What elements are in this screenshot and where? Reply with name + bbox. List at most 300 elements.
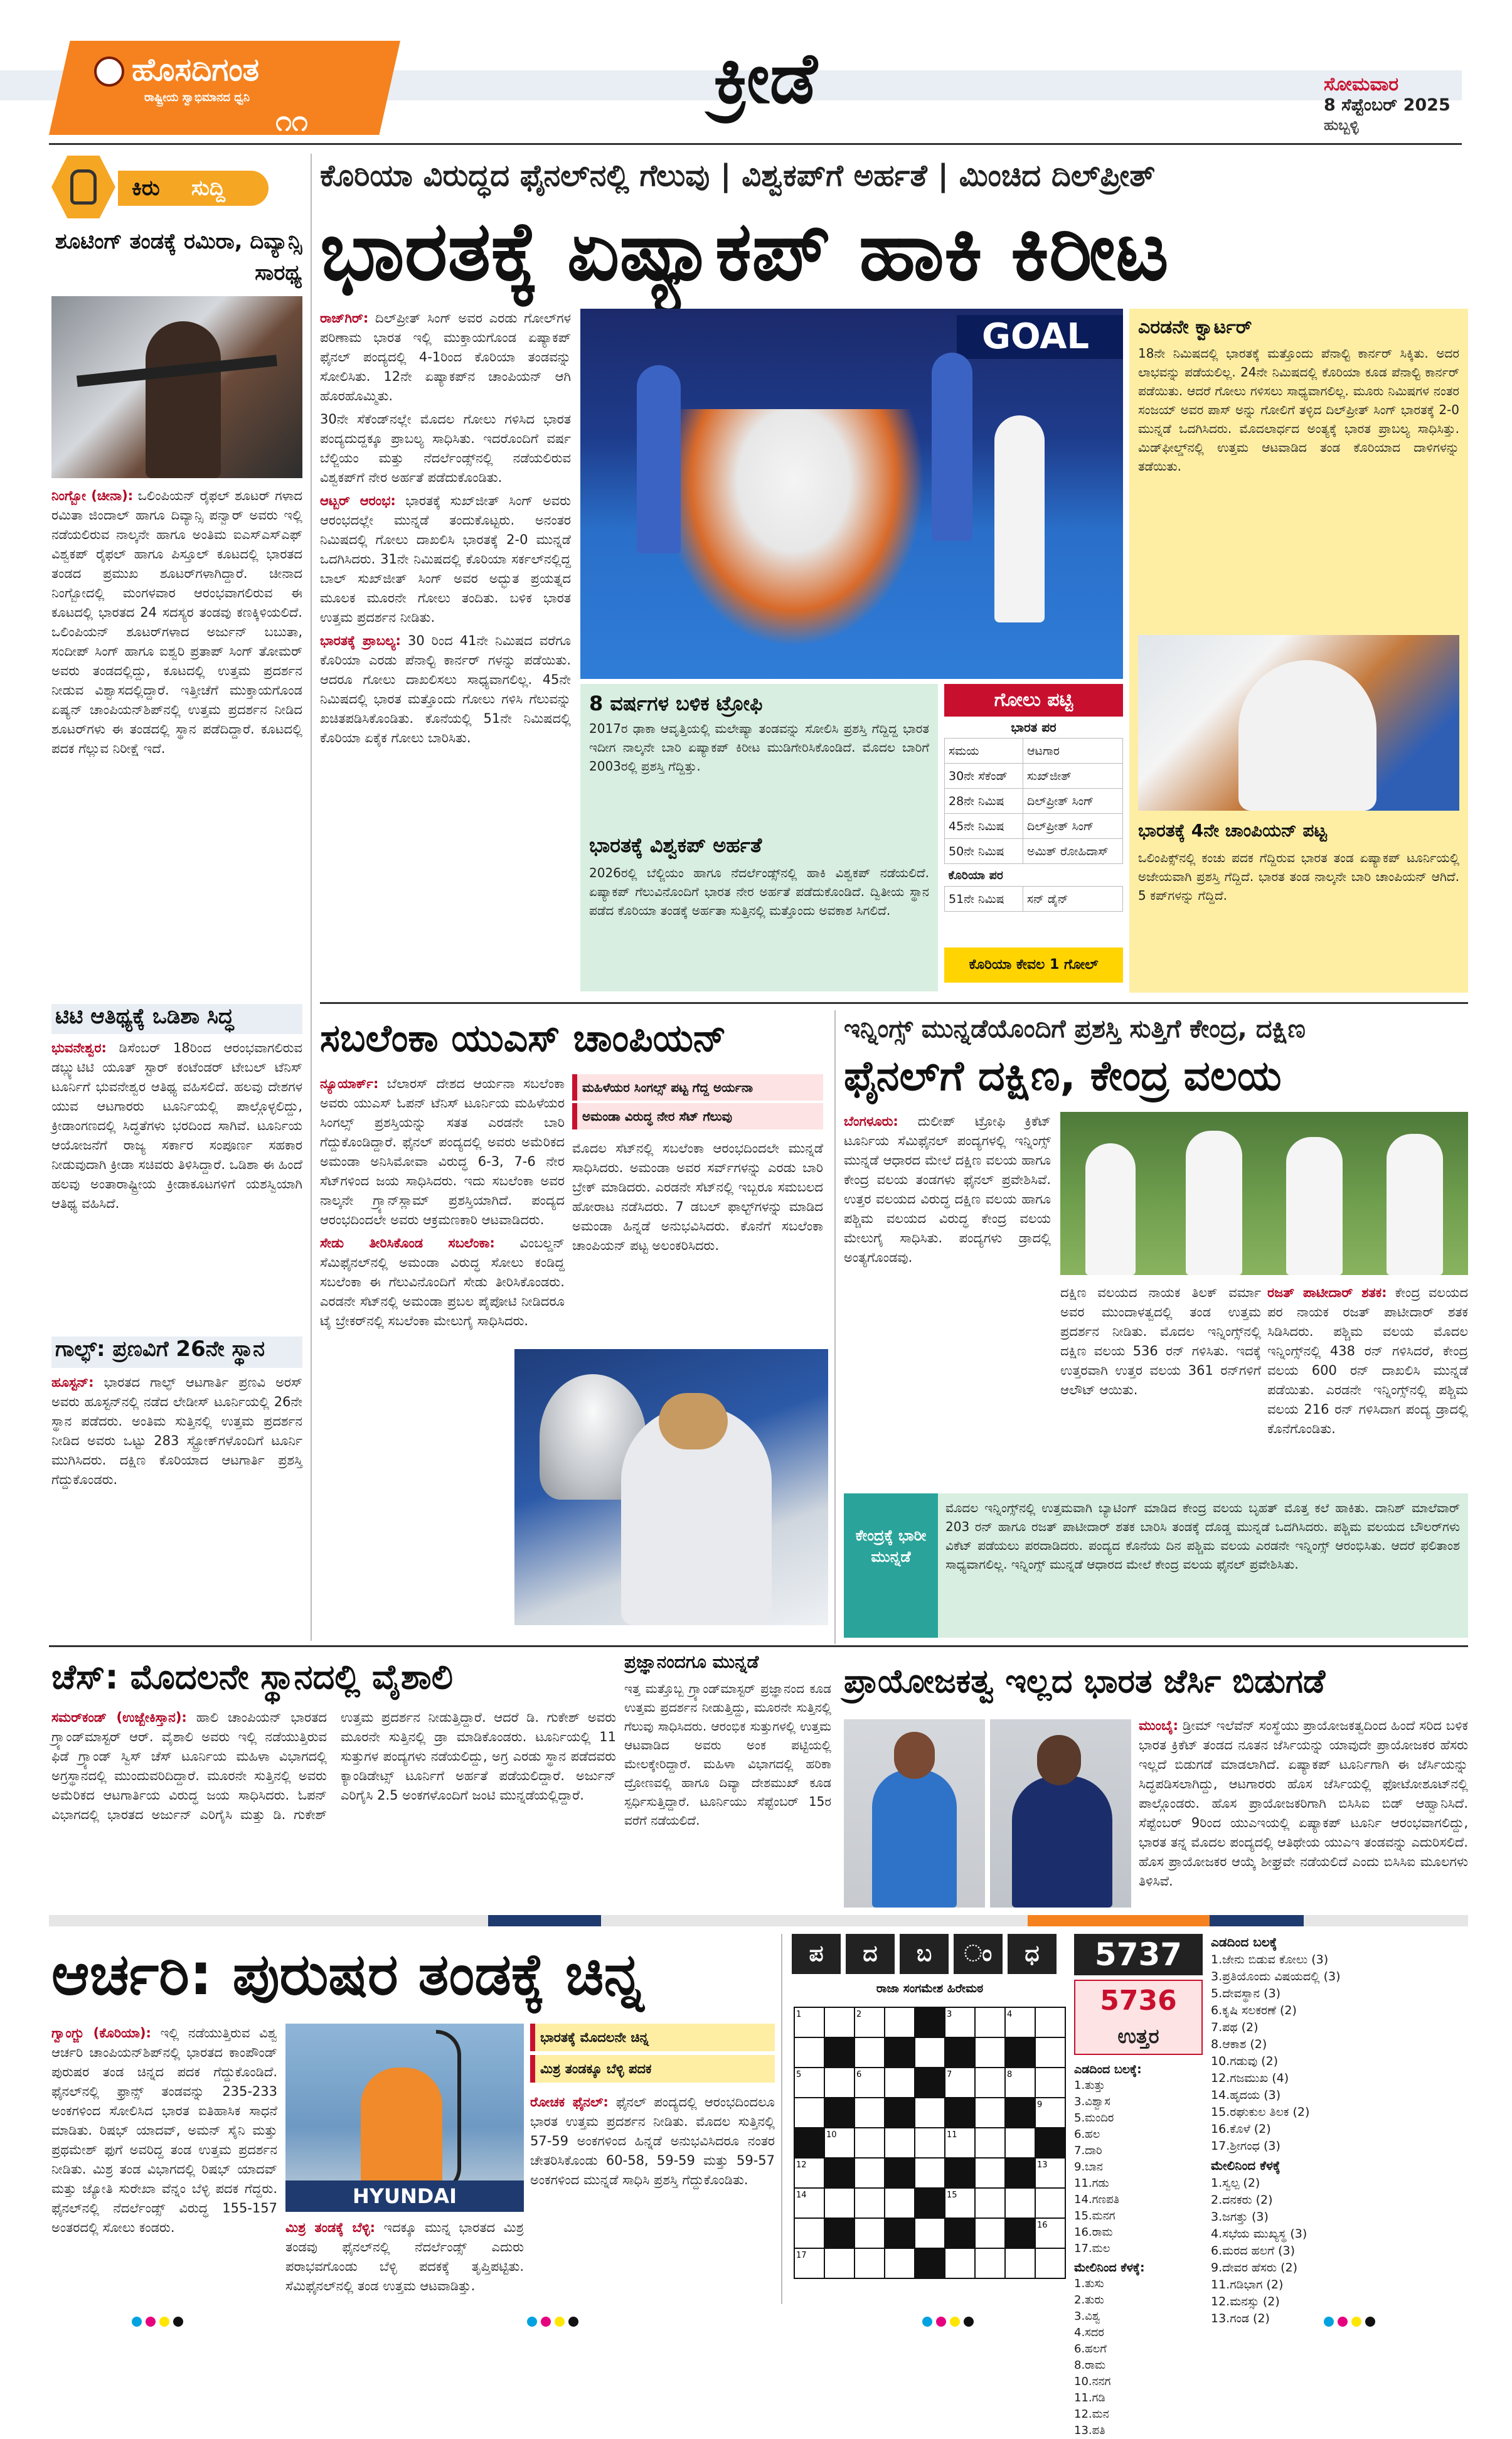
- archery-sub-text: ಫೈನಲ್ ಪಂದ್ಯದಲ್ಲಿ ಆರಂಭದಿಂದಲೂ ಭಾರತ ಉತ್ತಮ ಪ್ರದರ್ಶನ ನೀಡಿತು. ಮೊದಲ ಸುತ್ತಿನಲ್ಲಿ 57-59 ಅಂಕಗಳಿಂದ ಹಿನ್ನಡೆ ಅನುಭವಿಸಿದರೂ ನಂತರ ಚೇತರಿಸಿಕೊಂಡು 60-58, 59-59 ಮತ್ತು 59-57 ಅಂಕಗಳಿಂದ ಮುನ್ನಡೆ ಸಾಧಿಸಿ ಪ್ರಶಸ್ತಿ ಗೆದ್ದುಕೊಂಡಿತು.: [530, 2095, 775, 2187]
- prev-answer-box: [1074, 1980, 1203, 2055]
- sabalenka-tag-2: ಅಮಂಡಾ ವಿರುದ್ಧ ನೇರ ಸೆಟ್ ಗೆಲುವು: [572, 1103, 823, 1129]
- duleep-col-3: [1267, 1283, 1468, 1484]
- cmyk-dot-black: [173, 2317, 183, 2327]
- crossword-cell: [1035, 2188, 1065, 2218]
- duleep-para-3: ಕೇಂದ್ರ ವಲಯದ ಪರ ನಾಯಕ ರಜತ್ ಪಾಟೀದಾರ್ ಶತಕ ಸಿಡಿಸಿದರು. ಪಶ್ಚಿಮ ವಲಯ ಮೊದಲ ಇನ್ನಿಂಗ್ಸ್‌ನಲ್ಲಿ 438 ರನ್ ಗಳಿಸಿದರೆ, ಕೇಂದ್ರ ವಲಯ 600 ರನ್ ದಾಖಲಿಸಿ ಮುನ್ನಡೆ ಪಡೆಯಿತು. ಎರಡನೇ ಇನ್ನಿಂಗ್ಸ್‌ನಲ್ಲಿ ಪಶ್ಚಿಮ ವಲಯ 216 ರನ್ ಗಳಿಸಿದಾಗ ಪಂದ್ಯ ಡ್ರಾದಲ್ಲಿ ಕೊನೆಗೊಂಡಿತು.: [1267, 1285, 1468, 1436]
- issue-city: ಹುಬ್ಬಳ್ಳಿ: [1324, 117, 1359, 134]
- goal-table-box: [944, 684, 1123, 991]
- crossword-block: [915, 2188, 945, 2218]
- prev-answer-item: 6.ಹಲ: [1074, 2128, 1100, 2141]
- jersey-dateline: ಮುಂಬೈ:: [1139, 1718, 1179, 1733]
- prev-answers: [1074, 2061, 1203, 2437]
- hockey-bottom-rule: [320, 1002, 1468, 1004]
- crossword-block: [824, 2037, 854, 2068]
- crossword-cell: [1035, 2248, 1065, 2278]
- cmyk-dot-yellow: [1351, 2317, 1361, 2327]
- prev-answer-item: 4.ಸದರ: [1074, 2326, 1104, 2339]
- goal-banner-text: GOAL: [982, 316, 1090, 357]
- prev-answer-label: ಉತ್ತರ: [1117, 2024, 1159, 2048]
- goal-table-head-player: ಆಟಗಾರ: [1023, 739, 1123, 764]
- crossword-number: 3: [947, 2010, 952, 2019]
- duleep-headline: ಫೈನಲ್‌ಗೆ ದಕ್ಷಿಣ, ಕೇಂದ್ರ ವಲಯ: [844, 1052, 1282, 1100]
- brand-subtitle: ರಾಷ್ಟ್ರೀಯ ಸ್ವಾಭಿಮಾನದ ಧ್ವನಿ: [144, 91, 250, 104]
- sabalenka-dateline: ನ್ಯೂಯಾರ್ಕ್:: [320, 1076, 379, 1091]
- crossword-cell: [1035, 2037, 1065, 2068]
- page-number: ೧೧: [275, 104, 308, 137]
- goal-row-player: ಸನ್ ಡೈನ್: [1023, 887, 1123, 912]
- cmyk-dot-magenta: [541, 2317, 551, 2327]
- crossword-cell: [854, 2098, 885, 2128]
- prev-answer-item: 14.ಗಣಪತಿ: [1074, 2193, 1120, 2206]
- trophy-text: 2017ರ ಢಾಕಾ ಆವೃತ್ತಿಯಲ್ಲಿ ಮಲೇಷ್ಯಾ ತಂಡವನ್ನು ಸೋಲಿಸಿ ಪ್ರಶಸ್ತಿ ಗೆದ್ದಿದ್ದ ಭಾರತ ಇದೀಗ ನಾಲ್ಕನೇ ಬಾರಿ ಏಷ್ಯಾಕಪ್ ಕಿರೀಟ ಮುಡಿಗೇರಿಸಿಕೊಂಡಿದೆ. ಮೊದಲ ಬಾರಿಗೆ 2003ರಲ್ಲಿ ಪ್ರಶಸ್ತಿ ಗೆದ್ದಿತ್ತು.: [589, 721, 929, 774]
- puzzle-title: [792, 1934, 1068, 1974]
- duleep-para-1: ದುಲೀಪ್ ಟ್ರೋಫಿ ಕ್ರಿಕೆಟ್ ಟೂರ್ನಿಯ ಸೆಮಿಫೈನಲ್ ಪಂದ್ಯಗಳಲ್ಲಿ ಇನ್ನಿಂಗ್ಸ್ ಮುನ್ನಡೆ ಆಧಾರದ ಮೇಲೆ ದಕ್ಷಿಣ ವಲಯ ಹಾಗೂ ಕೇಂದ್ರ ವಲಯ ತಂಡಗಳು ಫೈನಲ್ ಪ್ರವೇಶಿಸಿವೆ. ಉತ್ತರ ವಲಯದ ವಿರುದ್ಧ ದಕ್ಷಿಣ ವಲಯ ಹಾಗೂ ಪಶ್ಚಿಮ ವಲಯದ ವಿರುದ್ಧ ಕೇಂದ್ರ ವಲಯ ಮೇಲುಗೈ ಸಾಧಿಸಿತು. ಪಂದ್ಯಗಳು ಡ್ರಾದಲ್ಲಿ ಅಂತ್ಯಗೊಂಡವು.: [844, 1114, 1051, 1265]
- crossword-number: 2: [856, 2010, 862, 2019]
- prev-answer-item: 11.ಗಡಿ: [1074, 2391, 1105, 2404]
- clue-item: 1.ಸ್ವಲ್ಪ (2): [1211, 2176, 1260, 2190]
- crossword-number: 12: [796, 2160, 807, 2170]
- masthead: [0, 0, 1512, 144]
- puzzle-title-letter: ಂ: [954, 1934, 1003, 1974]
- chess-headline: ಚೆಸ್: ಮೊದಲನೇ ಸ್ಥಾನದಲ್ಲಿ ವೈಶಾಲಿ: [51, 1657, 453, 1697]
- archery-mix-subhead: ಮಿಶ್ರ ತಂಡಕ್ಕೆ ಬೆಳ್ಳಿ:: [285, 2220, 376, 2235]
- prev-answer-item: 1.ತುತ್ತು: [1074, 2079, 1105, 2092]
- crossword-block: [945, 2098, 975, 2128]
- clue-item: 17.ಶ್ರೀಗಂಧ (3): [1211, 2139, 1280, 2153]
- kiru-heading: ಶೂಟಿಂಗ್ ತಂಡಕ್ಕೆ ರಮಿರಾ, ದಿವ್ಯಾನ್ಸಿ ಸಾರಥ್ಯ: [55, 229, 302, 286]
- prev-answer-item: 8.ರಾಮ: [1074, 2359, 1106, 2372]
- clue-item: 11.ಗಡಿಭಾಗ (2): [1211, 2278, 1284, 2292]
- puzzle-credit: ರಾಜಾ ಸಂಗಮೇಶ ಹಿರೇಮಠ: [876, 1982, 984, 1995]
- crossword-cell: [885, 2007, 915, 2037]
- cmyk-dot-yellow: [555, 2317, 565, 2327]
- prev-answer-item: 12.ಮನ: [1074, 2408, 1109, 2421]
- puzzle-title-letter: ಧ: [1008, 1934, 1057, 1974]
- hockey-para-2: 30ನೇ ಸೆಕೆಂಡ್‌ನಲ್ಲೇ ಮೊದಲ ಗೋಲು ಗಳಿಸಿದ ಭಾರತ ಪಂದ್ಯದುದ್ದಕ್ಕೂ ಪ್ರಾಬಲ್ಯ ಸಾಧಿಸಿತು. ಇದರೊಂದಿಗೆ ವರ್ಷ ಬೆಲ್ಜಿಯಂ ಮತ್ತು ನೆದರ್ಲೆಂಡ್ಸ್‌ನಲ್ಲಿ ನಡೆಯಲಿರುವ ವಿಶ್ವಕಪ್‌ಗೆ ನೇರ ಅರ್ಹತೆ ಪಡೆದುಕೊಂಡಿತು.: [320, 412, 571, 485]
- sabalenka-para-1: ಬೆಲಾರಸ್ ದೇಶದ ಆರ್ಯನಾ ಸಬಲೆಂಕಾ ಅವರು ಯುಎಸ್ ಓಪನ್ ಟೆನಿಸ್ ಟೂರ್ನಿಯ ಮಹಿಳೆಯರ ಸಿಂಗಲ್ಸ್ ಪ್ರಶಸ್ತಿಯನ್ನು ಸತತ ಎರಡನೇ ಬಾರಿ ಗೆದ್ದುಕೊಂಡಿದ್ದಾರೆ. ಫೈನಲ್ ಪಂದ್ಯದಲ್ಲಿ ಅವರು ಅಮೆರಿಕದ ಅಮಂಡಾ ಅನಿಸಿಮೋವಾ ವಿರುದ್ಧ 6-3, 7-6 ನೇರ ಸೆಟ್‌ಗಳಿಂದ ಜಯ ಸಾಧಿಸಿದರು. ಇದು ಸಬಲೆಂಕಾ ಅವರ ನಾಲ್ಕನೇ ಗ್ರ್ಯಾನ್‌ಸ್ಲಾಮ್ ಪ್ರಶಸ್ತಿಯಾಗಿದೆ. ಪಂದ್ಯದ ಆರಂಭದಿಂದಲೇ ಅವರು ಆಕ್ರಮಣಕಾರಿ ಆಟವಾಡಿದರು.: [320, 1076, 565, 1227]
- archery-tag-1: ಭಾರತಕ್ಕೆ ಮೊದಲನೇ ಚಿನ್ನ: [530, 2024, 775, 2051]
- jersey-player-1: [872, 1769, 957, 1908]
- hand-icon: [70, 169, 97, 205]
- hockey-body: [320, 309, 571, 993]
- clue-item: 16.ಕೊಳೆ (2): [1211, 2122, 1271, 2136]
- goal-row-player: ದಿಲ್‌ಪ್ರೀತ್ ಸಿಂಗ್: [1023, 789, 1123, 814]
- quarter-box: [1129, 309, 1468, 993]
- kiru-label-b: ಸುದ್ದಿ: [191, 176, 225, 201]
- fourth-text: ಒಲಿಂಪಿಕ್ಸ್‌ನಲ್ಲಿ ಕಂಚು ಪದಕ ಗೆದ್ದಿರುವ ಭಾರತ ತಂಡ ಏಷ್ಯಾಕಪ್ ಟೂರ್ನಿಯಲ್ಲಿ ಅಜೇಯವಾಗಿ ಪ್ರಶಸ್ತಿ ಗೆದ್ದಿದೆ. ಭಾರತ ತಂಡ ನಾಲ್ಕನೇ ಬಾರಿ ಚಾಂಪಿಯನ್ ಆಗಿದೆ. 5 ಕಪ್‌ಗಳನ್ನು ಗೆದ್ದಿದೆ.: [1138, 850, 1459, 903]
- issue-date: 8 ಸೆಪ್ಟೆಂಬರ್ 2025: [1324, 95, 1451, 115]
- clue-item: 2.ದನಕರು (2): [1211, 2193, 1273, 2207]
- crossword-cell: [975, 2128, 1005, 2158]
- chess-side-heading: ಪ್ರಜ್ಞಾನಂದಗೂ ಮುನ್ನಡೆ: [624, 1652, 759, 1672]
- section-bar: [49, 1915, 1468, 1926]
- cmyk-dot-cyan: [132, 2317, 142, 2327]
- prev-answer-item: 11.ಗಡು: [1074, 2177, 1109, 2190]
- crossword-number: 15: [947, 2191, 957, 2200]
- sabalenka-divider: [834, 1010, 836, 1644]
- crossword-number: 16: [1037, 2221, 1048, 2230]
- crossword-block: [945, 2037, 975, 2068]
- duleep-subhead: ರಜತ್ ಪಾಟೀದಾರ್ ಶತಕ:: [1267, 1285, 1387, 1300]
- crossword-cell: [854, 2158, 885, 2188]
- goal-row-time: 28ನೇ ನಿಮಿಷ: [945, 789, 1023, 814]
- crossword-cell: [975, 2068, 1005, 2098]
- crossword-block: [1005, 2158, 1035, 2188]
- goal-row-player: ಅಮಿತ್ ರೋಹಿದಾಸ್: [1023, 839, 1123, 864]
- clue-item: 1.ಜೇನು ಬಿಡುವ ಕೋಲು (3): [1211, 1953, 1329, 1967]
- jersey-head-2: [1037, 1735, 1081, 1785]
- shooter-figure: [146, 321, 221, 478]
- archery-subhead: ರೋಚಕ ಫೈನಲ್:: [530, 2095, 609, 2110]
- crossword-number: 10: [826, 2130, 837, 2140]
- archery-dateline: ಗ್ವಾಂಗ್ಜು (ಕೊರಿಯಾ):: [51, 2025, 151, 2041]
- crossword-number: 8: [1007, 2070, 1013, 2079]
- crossword-number: 14: [796, 2191, 807, 2200]
- cmyk-dot-magenta: [1338, 2317, 1348, 2327]
- cmyk-dot-magenta: [936, 2317, 946, 2327]
- kiru-text: ಒಲಿಂಪಿಯನ್ ರೈಫಲ್ ಶೂಟರ್ ಗಳಾದ ರಮಿತಾ ಜಿಂದಾಲ್ ಹಾಗೂ ದಿವ್ಯಾನ್ಸಿ ಪನ್ವಾರ್ ಅವರು ಇಲ್ಲಿ ನಡೆಯಲಿರುವ ನಾಲ್ಕನೇ ಹಾಗೂ ಅಂತಿಮ ಐಎಸ್‌ಎಸ್‌ಎಫ್ ವಿಶ್ವಕಪ್ ರೈಫಲ್ ಹಾಗೂ ಪಿಸ್ತೂಲ್ ಕೂಟದಲ್ಲಿ ಭಾರತದ ತಂಡದ ಪ್ರಮುಖ ಶೂಟರ್‌ಗಳಾಗಿದ್ದಾರೆ. ಚೀನಾದ ನಿಂಗ್ಬೋದಲ್ಲಿ ಮಂಗಳವಾರ ಆರಂಭವಾಗಲಿರುವ ಈ ಕೂಟದಲ್ಲಿ ಭಾರತದ 24 ಸದಸ್ಯರ ತಂಡವು ಕಣಕ್ಕಿಳಿಯಲಿದೆ. ಒಲಿಂಪಿಯನ್ ಶೂಟರ್‌ಗಳಾದ ಅರ್ಜುನ್ ಬಬುತಾ, ಸಂದೀಪ್ ಸಿಂಗ್ ಹಾಗೂ ಐಶ್ವರಿ ಪ್ರತಾಪ್ ಸಿಂಗ್ ತೋಮರ್ ಅವರು ತಂಡದಲ್ಲಿದ್ದು, ಕೂಟದಲ್ಲಿ ಉತ್ತಮ ಪ್ರದರ್ಶನ ನೀಡುವ ವಿಶ್ವಾಸದಲ್ಲಿದ್ದಾರೆ. ಇತ್ತೀಚೆಗೆ ಮುಕ್ತಾಯಗೊಂಡ ಏಷ್ಯನ್ ಚಾಂಪಿಯನ್‌ಶಿಪ್‌ನಲ್ಲಿ ಉತ್ತಮ ಪ್ರದರ್ಶನ ನೀಡಿದ ಶೂಟರ್‌ಗಳು ಈ ತಂಡದಲ್ಲಿ ಸ್ಥಾನ ಪಡೆದಿದ್ದಾರೆ. ಕೂಟದಲ್ಲಿ ಪದಕ ಗೆಲ್ಲುವ ನಿರೀಕ್ಷೆ ಇದೆ.: [51, 488, 302, 756]
- crossword-number: 1: [796, 2010, 802, 2019]
- chess-body: [51, 1708, 616, 1909]
- prev-answer-item: 10.ನನಗ: [1074, 2375, 1111, 2388]
- crossword-cell: [854, 2218, 885, 2248]
- duleep-kicker: ಇನ್ನಿಂಗ್ಸ್ ಮುನ್ನಡೆಯೊಂದಿಗೆ ಪ್ರಶಸ್ತಿ ಸುತ್ತಿಗೆ ಕೇಂದ್ರ, ದಕ್ಷಿಣ: [844, 1015, 1306, 1043]
- issue-day: ಸೋಮವಾರ: [1324, 73, 1399, 95]
- bow-shape: [436, 2030, 461, 2193]
- jersey-headline: ಪ್ರಾಯೋಜಕತ್ವ ಇಲ್ಲದ ಭಾರತ ಜೆರ್ಸಿ ಬಿಡುಗಡೆ: [844, 1663, 1326, 1700]
- cricket-photo: [1060, 1112, 1468, 1275]
- chess-dateline: ಸಮರ್‌ಕಂಡ್ (ಉಜ್ಬೇಕಿಸ್ತಾನ):: [51, 1710, 187, 1725]
- puzzle-title-letter: ದ: [846, 1934, 895, 1974]
- sabalenka-headline: ಸಬಲೆಂಕಾ ಯುಎಸ್ ಚಾಂಪಿಯನ್: [320, 1017, 727, 1060]
- duleep-col-2: [1060, 1283, 1261, 1484]
- prev-answer-item: 5.ಮಂದಿರ: [1074, 2111, 1114, 2125]
- crossword-cell: [854, 2188, 885, 2218]
- prev-down-list: [1074, 2276, 1203, 2439]
- hockey-photo: [580, 309, 1123, 679]
- clue-item: 7.ಪಥ (2): [1211, 2020, 1259, 2034]
- sabalenka-photo: [514, 1349, 828, 1625]
- goal-row-player: ದಿಲ್‌ಪ್ರೀತ್ ಸಿಂಗ್: [1023, 814, 1123, 839]
- duleep-box: [844, 1493, 1468, 1638]
- sabalenka-col-2: [572, 1139, 823, 1340]
- crossword-cell: [854, 2128, 885, 2158]
- trophy-heading: 8 ವರ್ಷಗಳ ಬಳಿಕ ಟ್ರೋಫಿ: [589, 691, 763, 715]
- hockey-subhead-1: ಆಟ್ಬರ್ ಆರಂಭ:: [320, 493, 396, 508]
- crossword-cell: [824, 2068, 854, 2098]
- clue-item: 9.ದೇವರ ಹೆಸರು (2): [1211, 2261, 1297, 2275]
- brand-name: ಹೊಸದಿಗಂತ: [132, 51, 260, 88]
- prev-puzzle-number: 5736: [1100, 1985, 1177, 2017]
- players-group: [662, 409, 925, 648]
- crossword-cell: [975, 2007, 1005, 2037]
- prev-answer-item: 7.ದಾರಿ: [1074, 2144, 1102, 2157]
- crossword-cell: [824, 2188, 854, 2218]
- player-blue-2: [932, 353, 972, 541]
- crossword-cell: [854, 2248, 885, 2278]
- crossword-cell: [915, 2037, 945, 2068]
- duleep-box-text: ಮೊದಲ ಇನ್ನಿಂಗ್ಸ್‌ನಲ್ಲಿ ಉತ್ತಮವಾಗಿ ಬ್ಯಾಟಿಂಗ್ ಮಾಡಿದ ಕೇಂದ್ರ ವಲಯ ಬೃಹತ್ ಮೊತ್ತ ಕಲೆ ಹಾಕಿತು. ದಾನಿಶ್ ಮಾಲೆವಾರ್ 203 ರನ್ ಹಾಗೂ ರಜತ್ ಪಾಟೀದಾರ್ ಶತಕ ಬಾರಿಸಿ ತಂಡಕ್ಕೆ ದೊಡ್ಡ ಮುನ್ನಡೆ ಒದಗಿಸಿದರು. ಪಶ್ಚಿಮ ವಲಯದ ಬೌಲರ್‌ಗಳು ವಿಕೆಟ್ ಪಡೆಯಲು ಪರದಾಡಿದರು. ಪಂದ್ಯದ ಕೊನೆಯ ದಿನ ಪಶ್ಚಿಮ ವಲಯ ಎರಡನೇ ಇನ್ನಿಂಗ್ಸ್ ಆರಂಭಿಸಿತು. ಆದರೆ ಫಲಿತಾಂಶ ಸಾಧ್ಯವಾಗಲಿಲ್ಲ. ಇನ್ನಿಂಗ್ಸ್ ಮುನ್ನಡೆ ಆಧಾರದ ಮೇಲೆ ಕೇಂದ್ರ ವಲಯ ಫೈನಲ್ ಪ್ರವೇಶಿಸಿತು.: [945, 1500, 1460, 1572]
- clue-item: 13.ಗಂಡ (2): [1211, 2312, 1270, 2325]
- tt-dateline: ಭುವನೇಶ್ವರ:: [51, 1040, 107, 1055]
- prev-answer-item: 3.ವಿಶ್ವ: [1074, 2310, 1100, 2323]
- crossword-block: [885, 2098, 915, 2128]
- crossword-number: 13: [1037, 2160, 1048, 2170]
- crossword-block: [1035, 2128, 1065, 2158]
- clue-item: 6.ಕೃಷಿ ಸಲಕರಣೆ (2): [1211, 2004, 1297, 2017]
- crossword-cell: [824, 2248, 854, 2278]
- kiru-label-a: ಕಿರು: [132, 176, 160, 201]
- sabalenka-tags: [572, 1074, 823, 1131]
- golf-dateline: ಹೂಸ್ಟನ್:: [51, 1375, 94, 1390]
- clue-item: 8.ಆಕಾಶ (2): [1211, 2037, 1267, 2051]
- prev-across-list: [1074, 2078, 1203, 2257]
- sabalenka-tag-1: ಮಹಿಳೆಯರ ಸಿಂಗಲ್ಸ್ ಪಟ್ಟ ಗೆದ್ದ ಅರ್ಯನಾ: [572, 1074, 823, 1101]
- crossword-number: 11: [947, 2130, 957, 2140]
- clue-item: 6.ಮರದ ಹಲಗೆ (3): [1211, 2244, 1296, 2258]
- crossword-cell: [885, 2188, 915, 2218]
- crossword-cell: [885, 2068, 915, 2098]
- worldcup-heading: ಭಾರತಕ್ಕೆ ವಿಶ್ವಕಪ್ ಅರ್ಹತೆ: [589, 833, 762, 857]
- archery-headline: ಆರ್ಚರಿ: ಪುರುಷರ ತಂಡಕ್ಕೆ ಚಿನ್ನ: [51, 1941, 644, 2008]
- brand-logo-icon: [94, 56, 124, 87]
- puzzle-title-letter: ಪ: [792, 1934, 841, 1974]
- prev-answer-item: 1.ತುಸು: [1074, 2277, 1104, 2290]
- goal-table-head-time: ಸಮಯ: [945, 739, 1023, 764]
- clues-down-title: ಮೇಲಿನಿಂದ ಕೆಳಕ್ಕೆ: [1211, 2158, 1280, 2173]
- cmyk-dot-yellow: [950, 2317, 960, 2327]
- prev-answer-item: 2.ತುರು: [1074, 2293, 1104, 2307]
- crossword-cell: [945, 2248, 975, 2278]
- tt-body: [51, 1038, 302, 1327]
- crossword-cell: [824, 2007, 854, 2037]
- hockey-subhead-2: ಭಾರತಕ್ಕೆ ಪ್ರಾಬಲ್ಯ:: [320, 633, 401, 648]
- chess-side-text: ಇತ್ತ ಮತ್ತೊಬ್ಬ ಗ್ರ್ಯಾಂಡ್‌ಮಾಸ್ಟರ್ ಪ್ರಜ್ಞಾನಂದ ಕೂಡ ಉತ್ತಮ ಪ್ರದರ್ಶನ ನೀಡುತ್ತಿದ್ದು, ಮೂರನೇ ಸುತ್ತಿನಲ್ಲಿ ಗೆಲುವು ಸಾಧಿಸಿದರು. ಆರಂಭಿಕ ಸುತ್ತುಗಳಲ್ಲಿ ಉತ್ತಮ ಆಟವಾಡಿದ ಅವರು ಅಂಕ ಪಟ್ಟಿಯಲ್ಲಿ ಮೇಲಕ್ಕೇರಿದ್ದಾರೆ. ಮಹಿಳಾ ವಿಭಾಗದಲ್ಲಿ ಹರಿಕಾ ದ್ರೋಣವಲ್ಲಿ ಹಾಗೂ ದಿವ್ಯಾ ದೇಶಮುಖ್ ಕೂಡ ಸ್ಪರ್ಧಿಸುತ್ತಿದ್ದಾರೆ. ಟೂರ್ನಿಯು ಸೆಪ್ಟೆಂಬರ್ 15ರ ವರೆಗೆ ನಡೆಯಲಿದೆ.: [624, 1681, 831, 1828]
- tt-text: ಡಿಸೆಂಬರ್ 18ರಿಂದ ಆರಂಭವಾಗಲಿರುವ ಡಬ್ಲ್ಯುಟಿಟಿ ಯೂತ್ ಸ್ಟಾರ್ ಕಂಟೆಂಡರ್ ಟೇಬಲ್ ಟೆನಿಸ್ ಟೂರ್ನಿಗೆ ಭುವನೇಶ್ವರ ಆತಿಥ್ಯ ವಹಿಸಲಿದೆ. ಹಲವು ದೇಶಗಳ ಯುವ ಆಟಗಾರರು ಟೂರ್ನಿಯಲ್ಲಿ ಪಾಲ್ಗೊಳ್ಳಲಿದ್ದು, ಕ್ರೀಡಾಂಗಣದಲ್ಲಿ ಸಿದ್ಧತೆಗಳು ಭರದಿಂದ ಸಾಗಿವೆ. ಟೂರ್ನಿಯ ಆಯೋಜನೆಗೆ ರಾಜ್ಯ ಸರ್ಕಾರ ಸಂಪೂರ್ಣ ಸಹಕಾರ ನೀಡುವುದಾಗಿ ಕ್ರೀಡಾ ಸಚಿವರು ತಿಳಿಸಿದ್ದಾರೆ. ಒಡಿಶಾ ಈ ಹಿಂದೆ ಹಲವು ಅಂತಾರಾಷ್ಟ್ರೀಯ ಕ್ರೀಡಾಕೂಟಗಳಿಗೆ ಯಶಸ್ವಿಯಾಗಿ ಆತಿಥ್ಯ ವಹಿಸಿದೆ.: [51, 1040, 302, 1211]
- cmyk-dot-black: [568, 2317, 578, 2327]
- crossword-cell: [975, 2037, 1005, 2068]
- cmyk-dot-magenta: [146, 2317, 156, 2327]
- cricketer-3: [1286, 1137, 1343, 1275]
- players-embrace: [1238, 660, 1376, 811]
- crossword-cell: [1005, 2188, 1035, 2218]
- goal-table-title: ಗೋಲು ಪಟ್ಟಿ: [944, 684, 1123, 717]
- crossword-number: 5: [796, 2070, 802, 2079]
- crossword-cell: [915, 2128, 945, 2158]
- tt-heading: ಟಿಟಿ ಆತಿಥ್ಯಕ್ಕೆ ಒಡಿಶಾ ಸಿದ್ಧ: [51, 1004, 302, 1034]
- jersey-head-1: [894, 1732, 935, 1779]
- section-title: ಕ್ರೀಡೆ: [713, 38, 817, 119]
- goal-table-team-b: ಕೊರಿಯಾ ಪರ: [948, 868, 1003, 882]
- prev-answer-item: 15.ಮನಗ: [1074, 2209, 1115, 2223]
- prev-down-title: ಮೇಲಿನಿಂದ ಕೆಳಕ್ಕೆ:: [1074, 2261, 1145, 2275]
- archery-photo-banner: HYUNDAI: [285, 2180, 524, 2212]
- duleep-col-1: [844, 1112, 1051, 1476]
- sabalenka-para-2: ವಿಂಬಲ್ಡನ್ ಸೆಮಿಫೈನಲ್‌ನಲ್ಲಿ ಅಮಂಡಾ ವಿರುದ್ಧ ಸೋಲು ಕಂಡಿದ್ದ ಸಬಲೆಂಕಾ ಈ ಗೆಲುವಿನೊಂದಿಗೆ ಸೇಡು ತೀರಿಸಿಕೊಂಡರು. ಎರಡನೇ ಸೆಟ್‌ನಲ್ಲಿ ಅಮಂಡಾ ಪ್ರಬಲ ಪೈಪೋಟಿ ನೀಡಿದರೂ ಟೈ ಬ್ರೇಕರ್‌ನಲ್ಲಿ ಸಬಲೆಂಕಾ ಮೇಲುಗೈ ಸಾಧಿಸಿದರು.: [320, 1236, 565, 1328]
- crossword-block: [1005, 2218, 1035, 2248]
- crossword-number: 4: [1007, 2010, 1013, 2019]
- chess-side-box: [624, 1652, 831, 1909]
- archery-mix-text: ಇದಕ್ಕೂ ಮುನ್ನ ಭಾರತದ ಮಿಶ್ರ ತಂಡವು ಫೈನಲ್‌ನಲ್ಲಿ ನೆದರ್ಲೆಂಡ್ಸ್ ಎದುರು ಪರಾಭವಗೊಂಡು ಬೆಳ್ಳಿ ಪದಕಕ್ಕೆ ತೃಪ್ತಿಪಟ್ಟಿತು. ಸೆಮಿಫೈನಲ್‌ನಲ್ಲಿ ತಂಡ ಉತ್ತಮ ಆಟವಾಡಿತ್ತು.: [285, 2220, 524, 2293]
- golf-heading: ಗಾಲ್ಫ್: ಪ್ರಣವಿಗೆ 26ನೇ ಸ್ಥಾನ: [51, 1337, 302, 1368]
- goal-table: [944, 738, 1123, 912]
- crossword-block: [945, 2218, 975, 2248]
- puzzle-number: 5737: [1074, 1934, 1203, 1975]
- crossword-block: [885, 2037, 915, 2068]
- crossword-cell: [854, 2037, 885, 2068]
- crossword-cell: [915, 2218, 945, 2248]
- jersey-player-2: [1012, 1776, 1112, 1908]
- golf-body: [51, 1373, 302, 1640]
- goal-table-note: ಕೊರಿಯಾ ಕೇವಲ 1 ಗೋಲ್: [944, 947, 1123, 983]
- crossword-cell: [1005, 2128, 1035, 2158]
- archery-col-1: [51, 2024, 277, 2300]
- crossword-cell: [1035, 2007, 1065, 2037]
- clue-item: 3.ಪ್ರತಿಯೊಂದು ವಿಷಯದಲ್ಲಿ (3): [1211, 1970, 1341, 1983]
- cmyk-dot-cyan: [1324, 2317, 1334, 2327]
- registration-marks: [132, 2314, 1387, 2329]
- kiru-dateline: ನಿಂಗ್ಬೋ (ಚೀನಾ):: [51, 488, 134, 503]
- crossword-cell: [975, 2248, 1005, 2278]
- cricketer-4: [1387, 1134, 1443, 1275]
- quarter-text: 18ನೇ ನಿಮಿಷದಲ್ಲಿ ಭಾರತಕ್ಕೆ ಮತ್ತೊಂದು ಪೆನಾಲ್ಟಿ ಕಾರ್ನರ್ ಸಿಕ್ಕಿತು. ಅದರ ಲಾಭವನ್ನು ಪಡೆಯಲಿಲ್ಲ. 24ನೇ ನಿಮಿಷದಲ್ಲಿ ಕೊರಿಯಾ ಕೂಡ ಪೆನಾಲ್ಟಿ ಕಾರ್ನರ್ ಪಡೆಯಿತು. ಆದರೆ ಗೋಲು ಗಳಿಸಲು ಸಾಧ್ಯವಾಗಲಿಲ್ಲ. ಮೂರು ನಿಮಿಷಗಳ ನಂತರ ಸಂಜಯ್ ಅವರ ಪಾಸ್ ಅನ್ನು ಗೋಲಿಗೆ ತಳ್ಳಿದ ದಿಲ್‌ಪ್ರೀತ್ ಸಿಂಗ್ ಭಾರತಕ್ಕೆ 2-0 ಮುನ್ನಡೆ ಒದಗಿಸಿದರು. ಮೊದಲಾರ್ಧದ ಅಂತ್ಯಕ್ಕೆ ಭಾರತ ಪ್ರಾಬಲ್ಯ ಸಾಧಿಸಿತ್ತು. ಮಿಡ್‌ಫೀಲ್ಡ್‌ನಲ್ಲಿ ಉತ್ತಮ ಆಟವಾಡಿದ ತಂಡ ಕೊರಿಯಾದ ದಾಳಿಗಳನ್ನು ತಡೆಯಿತು.: [1138, 346, 1459, 474]
- goal-row-time: 30ನೇ ಸೆಕೆಂಡ್: [945, 764, 1023, 789]
- clue-item: 3.ಜಗತ್ತು (3): [1211, 2210, 1269, 2224]
- duleep-para-2: ದಕ್ಷಿಣ ವಲಯದ ನಾಯಕ ತಿಲಕ್ ವರ್ಮಾ ಅವರ ಮುಂದಾಳತ್ವದಲ್ಲಿ ತಂಡ ಉತ್ತಮ ಪ್ರದರ್ಶನ ನೀಡಿತು. ಮೊದಲ ಇನ್ನಿಂಗ್ಸ್‌ನಲ್ಲಿ ದಕ್ಷಿಣ ವಲಯ 536 ರನ್ ಗಳಿಸಿತು. ಇದಕ್ಕೆ ಉತ್ತರವಾಗಿ ಉತ್ತರ ವಲಯ 361 ರನ್‌ಗಳಿಗೆ ಆಲೌಟ್ ಆಯಿತು.: [1060, 1285, 1261, 1397]
- crossword-cell: [885, 2128, 915, 2158]
- duleep-box-label: ಕೇಂದ್ರಕ್ಕೆ ಭಾರೀ ಮುನ್ನಡೆ: [844, 1493, 938, 1638]
- crossword-block: [885, 2218, 915, 2248]
- crossword-block: [915, 2248, 945, 2278]
- section-bar-orange: [1028, 1915, 1210, 1926]
- goal-row-time: 51ನೇ ನಿಮಿಷ: [945, 887, 1023, 912]
- clues-across-list: [1211, 1951, 1468, 2155]
- player-hair: [659, 1393, 728, 1449]
- prev-answer-item: 6.ಹಲಗೆ: [1074, 2342, 1107, 2356]
- celebration-photo: [1138, 635, 1459, 811]
- section-bar-navy: [488, 1915, 601, 1926]
- section-bar-navy-2: [1210, 1915, 1304, 1926]
- crossword-cell: [885, 2248, 915, 2278]
- jersey-photo-1: [844, 1719, 985, 1908]
- archery-tags: [530, 2024, 775, 2084]
- jersey-body: [1139, 1716, 1468, 1911]
- prev-answer-item: 16.ರಾಮ: [1074, 2226, 1113, 2239]
- crossword-block: [824, 2158, 854, 2188]
- chess-text: ಹಾಲಿ ಚಾಂಪಿಯನ್ ಭಾರತದ ಗ್ರ್ಯಾಂಡ್‌ಮಾಸ್ಟರ್ ಆರ್. ವೈಶಾಲಿ ಅವರು ಇಲ್ಲಿ ನಡೆಯುತ್ತಿರುವ ಫಿಡೆ ಗ್ರ್ಯಾಂಡ್ ಸ್ವಿಸ್ ಚೆಸ್ ಟೂರ್ನಿಯ ಮಹಿಳಾ ವಿಭಾಗದಲ್ಲಿ ಅಗ್ರಸ್ಥಾನದಲ್ಲಿ ಮುಂದುವರಿದಿದ್ದಾರೆ. ಮೂರನೇ ಸುತ್ತಿನಲ್ಲಿ ಅವರು ಅಮೆರಿಕದ ಆಟಗಾರ್ತಿಯ ವಿರುದ್ಧ ಜಯ ಸಾಧಿಸಿದರು. ಓಪನ್ ವಿಭಾಗದಲ್ಲಿ ಭಾರತದ ಅರ್ಜುನ್ ಎರಿಗೈಸಿ ಮತ್ತು ಡಿ. ಗುಕೇಶ್ ಉತ್ತಮ ಪ್ರದರ್ಶನ ನೀಡುತ್ತಿದ್ದಾರೆ. ಆದರೆ ಡಿ. ಗುಕೇಶ್ ಅವರು ಮೂರನೇ ಸುತ್ತಿನಲ್ಲಿ ಡ್ರಾ ಮಾಡಿಕೊಂಡರು. ಟೂರ್ನಿಯಲ್ಲಿ 11 ಸುತ್ತುಗಳ ಪಂದ್ಯಗಳು ನಡೆಯಲಿದ್ದು, ಅಗ್ರ ಎರಡು ಸ್ಥಾನ ಪಡೆದವರು ಕ್ಯಾಂಡಿಡೇಟ್ಸ್ ಟೂರ್ನಿಗೆ ಅರ್ಹತೆ ಪಡೆಯಲಿದ್ದಾರೆ. ಅರ್ಜುನ್ ಎರಿಗೈಸಿ 2.5 ಅಂಕಗಳೊಂದಿಗೆ ಜಂಟಿ ಮುನ್ನಡೆಯಲ್ಲಿದ್ದಾರೆ.: [51, 1710, 617, 1822]
- hockey-para-3: ಭಾರತಕ್ಕೆ ಸುಖ್‌ಜೀತ್ ಸಿಂಗ್ ಅವರು ಆರಂಭದಲ್ಲೇ ಮುನ್ನಡೆ ತಂದುಕೊಟ್ಟರು. ಅನಂತರ ನಿಮಿಷದಲ್ಲಿ ಗೋಲು ದಾಖಲಿಸಿ ಭಾರತಕ್ಕೆ 2-0 ಮುನ್ನಡೆ ಒದಗಿಸಿದರು. 31ನೇ ನಿಮಿಷದಲ್ಲಿ ಕೊರಿಯಾ ಸರ್ಕಲ್‌ನಲ್ಲಿದ್ದ ಬಾಲ್ ಸುಖ್‌ಜೀತ್ ಸಿಂಗ್ ಅವರ ಅದ್ಭುತ ಪ್ರಯತ್ನದ ಮೂಲಕ ಮೂರನೇ ಗೋಲು ತಂದಿತು. ಬಳಿಕ ಭಾರತ ಉತ್ತಮ ಪ್ರದರ್ಶನ ನೀಡಿತು.: [320, 493, 571, 625]
- cmyk-dot-cyan: [922, 2317, 932, 2327]
- left-column-rule: [311, 154, 312, 1641]
- archery-col-2: [530, 2093, 775, 2300]
- cricketer-1: [1085, 1143, 1136, 1275]
- player-right: [994, 415, 1045, 622]
- crossword-cell: [794, 2098, 824, 2128]
- worldcup-text: 2026ರಲ್ಲಿ ಬೆಲ್ಜಿಯಂ ಹಾಗೂ ನೆದರ್ಲೆಂಡ್ಸ್‌ನಲ್ಲಿ ಹಾಕಿ ವಿಶ್ವಕಪ್ ನಡೆಯಲಿದೆ. ಏಷ್ಯಾಕಪ್ ಗೆಲುವಿನೊಂದಿಗೆ ಭಾರತ ನೇರ ಅರ್ಹತೆ ಪಡೆದುಕೊಂಡಿದೆ. ದ್ವಿತೀಯ ಸ್ಥಾನ ಪಡೆದ ಕೊರಿಯಾ ತಂಡಕ್ಕೆ ಅರ್ಹತಾ ಸುತ್ತಿನಲ್ಲಿ ಮತ್ತೊಂದು ಅವಕಾಶ ಸಿಗಲಿದೆ.: [589, 865, 929, 918]
- kiru-badge: [51, 156, 115, 218]
- archery-photo: [285, 2024, 524, 2212]
- clue-item: 10.ಗಡುವು (2): [1211, 2054, 1279, 2068]
- crossword-number: 6: [856, 2070, 862, 2079]
- clue-item: 15.ರಘುಕುಲ ತಿಲಕ (2): [1211, 2105, 1310, 2119]
- archery-text: ಇಲ್ಲಿ ನಡೆಯುತ್ತಿರುವ ವಿಶ್ವ ಆರ್ಚರಿ ಚಾಂಪಿಯನ್‌ಶಿಪ್‌ನಲ್ಲಿ ಭಾರತದ ಕಾಂಪೌಂಡ್ ಪುರುಷರ ತಂಡ ಚಿನ್ನದ ಪದಕ ಗೆದ್ದುಕೊಂಡಿದೆ. ಫೈನಲ್‌ನಲ್ಲಿ ಫ್ರಾನ್ಸ್ ತಂಡವನ್ನು 235-233 ಅಂಕಗಳಿಂದ ಸೋಲಿಸಿದ ಭಾರತ ಐತಿಹಾಸಿಕ ಸಾಧನೆ ಮಾಡಿತು. ರಿಷಭ್ ಯಾದವ್, ಅಮನ್ ಸೈನಿ ಮತ್ತು ಪ್ರಥಮೇಶ್ ಫುಗೆ ಅವರಿದ್ದ ತಂಡ ಉತ್ತಮ ಪ್ರದರ್ಶನ ನೀಡಿತು. ಮಿಶ್ರ ತಂಡ ವಿಭಾಗದಲ್ಲಿ ರಿಷಭ್ ಯಾದವ್ ಮತ್ತು ಜ್ಯೋತಿ ಸುರೇಖಾ ವೆನ್ನಂ ಬೆಳ್ಳಿ ಪದಕ ಗೆದ್ದರು. ಫೈನಲ್‌ನಲ್ಲಿ ನೆದರ್ಲೆಂಡ್ಸ್ ವಿರುದ್ಧ 155-157 ಅಂತರದಲ್ಲಿ ಸೋಲು ಕಂಡರು.: [51, 2025, 277, 2235]
- clues-down-list: [1211, 2175, 1468, 2327]
- crossword-number: 7: [947, 2070, 952, 2079]
- crossword-cell: [975, 2098, 1005, 2128]
- clue-item: 14.ಹೃದಯ (3): [1211, 2088, 1281, 2102]
- crossword-cell: [915, 2158, 945, 2188]
- crossword-block: [1005, 2037, 1035, 2068]
- prev-across-title: ಎಡದಿಂದ ಬಲಕ್ಕೆ:: [1074, 2063, 1142, 2076]
- archery-tag-2: ಮಿಶ್ರ ತಂಡಕ್ಕೂ ಬೆಳ್ಳಿ ಪದಕ: [530, 2055, 775, 2083]
- sabalenka-para-1b: ಮೊದಲ ಸೆಟ್‌ನಲ್ಲಿ ಸಬಲೆಂಕಾ ಆರಂಭದಿಂದಲೇ ಮುನ್ನಡೆ ಸಾಧಿಸಿದರು. ಅಮಂಡಾ ಅವರ ಸರ್ವ್‌ಗಳನ್ನು ಎರಡು ಬಾರಿ ಬ್ರೇಕ್ ಮಾಡಿದರು. ಎರಡನೇ ಸೆಟ್‌ನಲ್ಲಿ ಇಬ್ಬರೂ ಸಮಬಲದ ಹೋರಾಟ ನಡೆಸಿದರು. 7 ಡಬಲ್ ಫಾಲ್ಟ್‌ಗಳನ್ನು ಮಾಡಿದ ಅಮಂಡಾ ಹಿನ್ನಡೆ ಅನುಭವಿಸಿದರು. ಕೊನೆಗೆ ಸಬಲೆಂಕಾ ಚಾಂಪಿಯನ್ ಪಟ್ಟ ಅಲಂಕರಿಸಿದರು.: [572, 1141, 823, 1253]
- cmyk-dot-black: [1365, 2317, 1375, 2327]
- puzzle-title-letter: ಬ: [900, 1934, 949, 1974]
- trophy-box: [580, 684, 938, 991]
- crossword-cell: [794, 2218, 824, 2248]
- crossword-cell: [975, 2218, 1005, 2248]
- puzzle-clues: [1211, 1934, 1468, 2325]
- goal-row-time: 50ನೇ ನಿಮಿಷ: [945, 839, 1023, 864]
- player-blue-1: [637, 365, 681, 553]
- fourth-heading: ಭಾರತಕ್ಕೆ 4ನೇ ಚಾಂಪಿಯನ್ ಪಟ್ಟ: [1138, 820, 1327, 841]
- hockey-dateline: ರಾಜ್‌ಗಿರ್:: [320, 311, 369, 326]
- shooter-photo: [51, 296, 302, 478]
- kiru-body: [51, 486, 302, 998]
- duleep-dateline: ಬೆಂಗಳೂರು:: [844, 1114, 898, 1129]
- crossword-block: [915, 2068, 945, 2098]
- crossword-cell: [1035, 2068, 1065, 2098]
- crossword-cell: [975, 2188, 1005, 2218]
- crossword-block: [885, 2158, 915, 2188]
- crossword-block: [794, 2128, 824, 2158]
- cmyk-dot-black: [964, 2317, 974, 2327]
- hockey-headline: ಭಾರತಕ್ಕೆ ಏಷ್ಯಾಕಪ್ ಹಾಕಿ ಕಿರೀಟ: [320, 203, 1169, 299]
- crossword-cell: [794, 2037, 824, 2068]
- crossword-number: 17: [796, 2251, 807, 2260]
- crossword-cell: [975, 2158, 1005, 2188]
- masthead-rule: [49, 143, 1462, 145]
- clue-item: 5.ದೇವಸ್ಥಾನ (3): [1211, 1987, 1281, 2000]
- jersey-photo-2: [990, 1719, 1131, 1908]
- jersey-text: ಡ್ರೀಮ್ ಇಲೆವೆನ್ ಸಂಸ್ಥೆಯು ಪ್ರಾಯೋಜಕತ್ವದಿಂದ ಹಿಂದೆ ಸರಿದ ಬಳಿಕ ಭಾರತ ಕ್ರಿಕೆಟ್ ತಂಡದ ನೂತನ ಜೆರ್ಸಿಯನ್ನು ಯಾವುದೇ ಪ್ರಾಯೋಜಕರ ಹೆಸರು ಇಲ್ಲದೆ ಬಿಡುಗಡೆ ಮಾಡಲಾಗಿದೆ. ಏಷ್ಯಾಕಪ್ ಟೂರ್ನಿಗಾಗಿ ಈ ಜೆರ್ಸಿಯನ್ನು ಸಿದ್ಧಪಡಿಸಲಾಗಿದ್ದು, ಆಟಗಾರರು ಹೊಸ ಜೆರ್ಸಿಯಲ್ಲಿ ಫೋಟೋಶೂಟ್‌ನಲ್ಲಿ ಪಾಲ್ಗೊಂಡರು. ಹೊಸ ಪ್ರಾಯೋಜಕರಿಗಾಗಿ ಬಿಸಿಸಿಐ ಬಿಡ್ ಆಹ್ವಾನಿಸಿದೆ. ಸೆಪ್ಟೆಂಬರ್ 9ರಿಂದ ಯುಎಇಯಲ್ಲಿ ಏಷ್ಯಾಕಪ್ ಟೂರ್ನಿ ಆರಂಭವಾಗಲಿದ್ದು, ಭಾರತ ತನ್ನ ಮೊದಲ ಪಂದ್ಯದಲ್ಲಿ ಆತಿಥೇಯ ಯುಎಇ ತಂಡವನ್ನು ಎದುರಿಸಲಿದೆ. ಹೊಸ ಪ್ರಾಯೋಜಕರ ಆಯ್ಕೆ ಶೀಘ್ರವೇ ನಡೆಯಲಿದೆ ಎಂದು ಬಿಸಿಸಿಐ ಮೂಲಗಳು ತಿಳಿಸಿವೆ.: [1139, 1718, 1468, 1889]
- goal-table-team-a: ಭಾರತ ಪರ: [1011, 720, 1057, 735]
- clues-across-title: ಎಡದಿಂದ ಬಲಕ್ಕೆ: [1211, 1935, 1277, 1950]
- prev-answer-item: 17.ಮಲ: [1074, 2242, 1110, 2255]
- clue-item: 12.ಗಜಮುಖ (4): [1211, 2071, 1289, 2085]
- crossword-block: [945, 2158, 975, 2188]
- puzzle-divider: [781, 1934, 782, 2304]
- crossword-grid: [792, 2005, 1068, 2300]
- sabalenka-subhead-1: ಸೇಡು ತೀರಿಸಿಕೊಂಡ ಸಬಲೆಂಕಾ:: [320, 1236, 495, 1251]
- crossword-block: [824, 2098, 854, 2128]
- crossword-cell: [915, 2098, 945, 2128]
- golf-text: ಭಾರತದ ಗಾಲ್ಫ್ ಆಟಗಾರ್ತಿ ಪ್ರಣವಿ ಅರಸ್ ಅವರು ಹೂಸ್ಟನ್‌ನಲ್ಲಿ ನಡೆದ ಲೇಡೀಸ್ ಟೂರ್ನಿಯಲ್ಲಿ 26ನೇ ಸ್ಥಾನ ಪಡೆದರು. ಅಂತಿಮ ಸುತ್ತಿನಲ್ಲಿ ಉತ್ತಮ ಪ್ರದರ್ಶನ ನೀಡಿದ ಅವರು ಒಟ್ಟು 283 ಸ್ಟ್ರೋಕ್‌ಗಳೊಂದಿಗೆ ಟೂರ್ನಿ ಮುಗಿಸಿದರು. ದಕ್ಷಿಣ ಕೊರಿಯಾದ ಆಟಗಾರ್ತಿ ಪ್ರಶಸ್ತಿ ಗೆದ್ದುಕೊಂಡರು.: [51, 1375, 302, 1487]
- crossword-block: [1005, 2098, 1035, 2128]
- clue-item: 4.ಸಭೆಯ ಮುಖ್ಯಸ್ಥ (3): [1211, 2227, 1307, 2241]
- cmyk-dot-yellow: [159, 2317, 169, 2327]
- quarter-heading: ಎರಡನೇ ಕ್ವಾರ್ಟರ್: [1138, 316, 1252, 338]
- crossword-block: [915, 2007, 945, 2037]
- hockey-para-4: 30 ರಿಂದ 41ನೇ ನಿಮಿಷದ ವರೆಗೂ ಕೊರಿಯಾ ಎರಡು ಪೆನಾಲ್ಟಿ ಕಾರ್ನರ್ ಗಳನ್ನು ಪಡೆಯಿತು. ಆದರೂ ಗೋಲು ದಾಖಲಿಸಲು ಸಾಧ್ಯವಾಗಲಿಲ್ಲ. 45ನೇ ನಿಮಿಷದಲ್ಲಿ ಭಾರತ ಮತ್ತೊಂದು ಗೋಲು ಗಳಿಸಿ ಗೆಲುವನ್ನು ಖಚಿತಪಡಿಸಿಕೊಂಡಿತು. ಕೊನೆಯಲ್ಲಿ 51ನೇ ನಿಮಿಷದಲ್ಲಿ ಕೊರಿಯಾ ಏಕೈಕ ಗೋಲು ಬಾರಿಸಿತು.: [320, 633, 571, 745]
- clue-item: 12.ಮನಸ್ಸು (2): [1211, 2295, 1280, 2308]
- hockey-kicker: ಕೊರಿಯಾ ವಿರುದ್ಧದ ಫೈನಲ್‌ನಲ್ಲಿ ಗೆಲುವು | ವಿಶ್ವಕಪ್‌ಗೆ ಅರ್ಹತೆ | ಮಿಂಚಿದ ದಿಲ್‌ಪ್ರೀತ್: [320, 158, 1156, 193]
- goal-row-player: ಸುಖ್‌ಜೀತ್: [1023, 764, 1123, 789]
- middle-rule: [49, 1645, 1468, 1647]
- cmyk-dot-cyan: [527, 2317, 537, 2327]
- crossword-cell: [1005, 2248, 1035, 2278]
- prev-answer-item: 9.ಬಾನ: [1074, 2160, 1103, 2174]
